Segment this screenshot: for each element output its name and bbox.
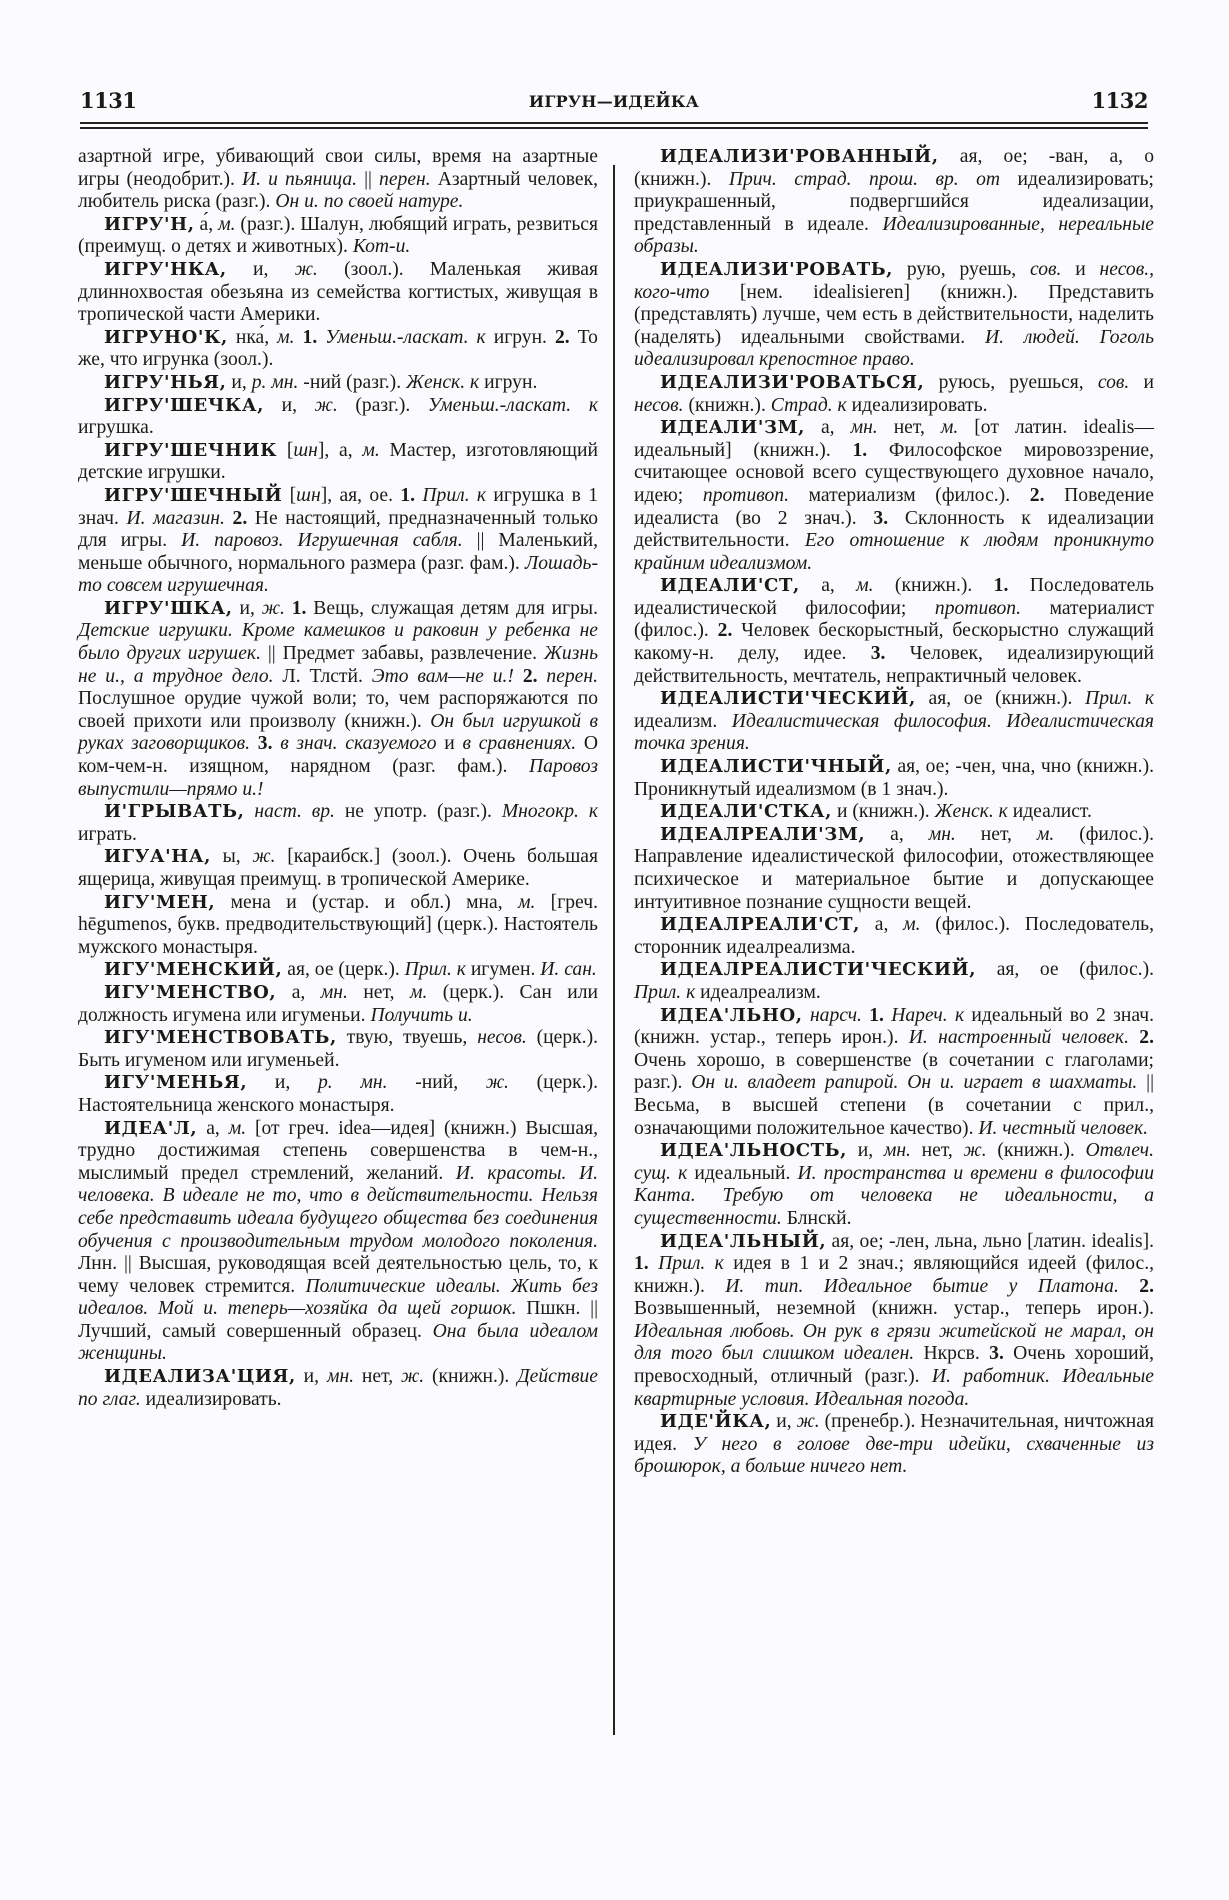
headword: И'ГРЫВАТЬ, (104, 801, 245, 823)
left-page-number: 1131 (80, 88, 137, 113)
headword: ИГРУ'ШЕЧНЫЙ (104, 484, 283, 506)
italic-text: несов. (634, 394, 684, 416)
dictionary-entry (78, 1366, 598, 1411)
definition-text: игрун. (485, 326, 555, 348)
definition-text: || Маленький, меньше обычного, нормального размера (разг. фам.). (78, 530, 598, 574)
definition-text: ая, ое; -лен, льна, льно [латин. idealis]. (826, 1230, 1154, 1252)
dictionary-entry (78, 372, 598, 395)
headword: ИДЕА'ЛЬНО, (660, 1004, 803, 1026)
italic-text: шн (296, 484, 321, 506)
italic-text: И. пространства и времени в философии Канта. Требую от человека не идеальности, а существенности. (634, 1162, 1155, 1229)
dictionary-entry (78, 485, 598, 598)
definition-text: нет, (910, 1140, 964, 1162)
definition-text: и (1129, 371, 1155, 393)
definition-text (295, 327, 303, 348)
italic-text: Она была идеалом женщины. (78, 1320, 598, 1365)
dictionary-entry (634, 688, 1154, 756)
italic-text: м. (856, 575, 874, 597)
definition-text: играть. (78, 823, 137, 845)
headword: ИГУ'МЕНСТВО, (104, 981, 277, 1003)
definition-text: Послушное орудие чужой воли; то, чем распоряжаются по своей прихоти или произволу (книжн.). (78, 688, 598, 732)
italic-text: Идеалистическая философия. Идеалистическая точка зрения. (634, 710, 1154, 755)
italic-text: нарсч. (809, 1004, 862, 1026)
definition-text: идеализировать; приукрашенный, подвергшийся идеализации, представленный в идеале. (634, 168, 1154, 235)
definition-text: и, (771, 1411, 797, 1433)
italic-text: м. (362, 439, 380, 461)
italic-text: м. (277, 326, 295, 348)
dictionary-entry (78, 214, 598, 259)
definition-text: Человек, идеализирующий действительность, мечтатель, непрактичный человек. (634, 643, 1154, 687)
headword: ИДЕАЛИЗИ'РОВАННЫЙ, (660, 146, 939, 167)
italic-text: Прил. к (422, 484, 487, 506)
italic-text: мн. (883, 1140, 911, 1162)
headword: ИГРУ'ШЕЧНИК (104, 439, 278, 461)
definition-text: идеалист. (1007, 801, 1092, 823)
definition-text: [караибск.] (зоол.). Очень большая ящерица, живущая преимущ. в тропической Америке. (78, 846, 598, 890)
italic-text: Политические идеалы. Жить без идеалов. Мой и. теперь—хозяйка да щей горшок. (78, 1275, 598, 1320)
italic-text: р. мн. (251, 371, 299, 393)
header-rule (80, 122, 1148, 124)
sense-number: 1. (634, 1253, 649, 1275)
definition-text: ], ая, ое. (320, 484, 401, 506)
dictionary-entry (78, 259, 598, 327)
definition-text (803, 1005, 810, 1026)
italic-text: И. сан. (540, 959, 597, 981)
definition-text: идеальный. (687, 1162, 798, 1184)
definition-text: и, (847, 1140, 884, 1162)
headword: ИГРУ'ШЕЧКА, (104, 394, 264, 416)
definition-text: нет, (877, 417, 941, 439)
headword: ИДЕ'ЙКА, (660, 1411, 772, 1433)
italic-text: И. настроенный человек. (908, 1027, 1129, 1049)
dictionary-entry (78, 892, 598, 960)
italic-text: Получить и. (370, 1004, 473, 1026)
dictionary-entry (634, 914, 1154, 959)
definition-text: Склонность к идеализации действительности. (634, 507, 1154, 552)
definition-text: (разг.). (337, 394, 428, 416)
headword: ИДЕА'ЛЬНЫЙ, (660, 1230, 827, 1252)
definition-text: [греч. hēgumenos, букв. предводительствующий] (церк.). Настоятель мужского монастыря. (78, 891, 598, 958)
italic-text: мн. (928, 823, 956, 845)
italic-text: несов. (477, 1027, 527, 1049)
italic-text: м. (409, 981, 428, 1003)
definition-text: идеализировать. (140, 1388, 282, 1410)
sense-number: 2. (1029, 484, 1045, 506)
definition-text: Л. Тлстй. (273, 665, 372, 687)
italic-text: Прил. к (658, 1253, 724, 1275)
headword: ИДЕАЛИ'ЗМ, (660, 417, 805, 439)
definition-text: (филос.). Последователь, сторонник идеалреализма. (634, 914, 1154, 958)
headword: ИДЕАЛИЗИ'РОВАТЬСЯ, (660, 371, 925, 393)
italic-text: ж. (963, 1140, 987, 1162)
italic-text: Прил. к (1085, 688, 1155, 710)
definition-text: (книжн.). (683, 394, 771, 416)
dictionary-entry (634, 372, 1154, 417)
definition-text (514, 666, 523, 687)
italic-text: Его отношение к людям проникнуто крайним идеализмом. (634, 530, 1155, 574)
italic-text: Прил. к (634, 981, 696, 1003)
dictionary-entry (634, 1005, 1154, 1141)
italic-text: Женск. к (934, 801, 1008, 823)
italic-text: в знач. сказуемого (280, 733, 437, 755)
italic-text: ж. (261, 597, 285, 619)
definition-text: -ний, (387, 1072, 486, 1094)
definition-text: нет, (354, 1366, 401, 1388)
headword: ИГРУНО'К, (104, 326, 228, 348)
italic-text: наст. вр. (254, 801, 335, 823)
header-rule (80, 127, 1148, 129)
dictionary-entry (634, 259, 1154, 372)
dictionary-entry (78, 1072, 598, 1117)
definition-text: игрушка. (78, 417, 154, 439)
right-page-number: 1132 (1091, 88, 1148, 113)
italic-text: Лошадь-то совсем игрушечная. (78, 552, 598, 597)
definition-text: [от латин. idealis—идеальный] (книжн.). (634, 417, 1154, 461)
headword: ИГУА'НА, (104, 846, 211, 868)
definition-text: || Предмет забавы, развлечение. (260, 643, 544, 665)
headword: ИГУ'МЕН, (104, 891, 216, 913)
italic-text: Страд. к (770, 394, 847, 416)
italic-text: Прич. страд. прош. вр. от (728, 168, 1001, 190)
italic-text: м. (903, 914, 921, 936)
definition-text: || Весьма, в высшей степени (в сочетании с прил., означающими положительное качество). (634, 1072, 1155, 1139)
definition-text: игумен. (465, 959, 541, 981)
definition-text: О ком-чем-н. изящном, нарядном (разг. фам.). (78, 733, 599, 778)
definition-text (250, 733, 258, 754)
italic-text: Идеализированные, нереальные образы. (634, 213, 1154, 258)
definition-text: мена и (устар. и обл.) мна, (215, 891, 518, 913)
italic-text: Он и. по своей натуре. (275, 191, 464, 213)
italic-text: Это вам—не и.! (371, 665, 514, 687)
italic-text: Паровоз выпустили—прямо и.! (78, 756, 598, 800)
definition-text: (книжн.). (873, 575, 994, 597)
definition-text: а, (865, 823, 929, 845)
dictionary-entry (78, 1118, 598, 1367)
definition-text: твую, твуешь, (336, 1027, 478, 1049)
definition-text: Очень хороший, превосходный, отличный (разг.). (634, 1343, 1154, 1388)
dictionary-entry (78, 801, 598, 846)
italic-text: несов., кого-что (634, 258, 1154, 303)
italic-text: И. людей. Гоголь идеализировал крепостное право. (634, 326, 1154, 371)
italic-text: м. (940, 417, 959, 439)
definition-text: (церк.). Настоятельница женского монастыря. (78, 1072, 599, 1116)
italic-text: Идеальная любовь. Он рук в грязи житейской не марал, он для того был слишком идеален. (634, 1320, 1154, 1365)
definition-text: рую, руешь, (893, 258, 1031, 280)
italic-text: Многокр. к (501, 801, 598, 823)
sense-number: 3. (257, 733, 273, 755)
definition-text: а, (860, 914, 904, 936)
italic-text: ж. (294, 258, 318, 280)
headword: ИДЕАЛИЗИ'РОВАТЬ, (660, 258, 894, 280)
headword: ИГРУ'НКА, (104, 258, 227, 280)
definition-text: Лнн. || Высшая, руководящая всей деятельностью цель, то, к чему человек стремится. (78, 1253, 598, 1297)
sense-number: 3. (989, 1343, 1004, 1365)
definition-text: [ (277, 439, 294, 461)
italic-text: ж. (400, 1366, 425, 1388)
italic-text: И. тип. Идеальное бытие у Платона. (725, 1275, 1119, 1297)
italic-text: Действие по глаг. (78, 1366, 598, 1410)
definition-text: ], а, (317, 439, 363, 461)
definition-text: ы, (210, 846, 253, 868)
definition-text: Последователь идеалистической философии; (634, 575, 1154, 619)
headword: ИДЕАЛИЗА'ЦИЯ, (104, 1366, 296, 1388)
definition-text: и (книжн.). (832, 801, 935, 823)
dictionary-entry (78, 598, 598, 801)
definition-text: идея в 1 и 2 знач.; являющийся идеей (филос., книжн.). (634, 1253, 1155, 1297)
definition-text: (филос.). Направление идеалистической философии, отожествляющее психическое и материальное бытие и допускающее интуитивное познание сущности вещей. (634, 823, 1155, 913)
definition-text: (пренебр.). Незначительная, ничтожная идея. (634, 1411, 1154, 1455)
definition-text: ая, ое; -чен, чна, чно (книжн.). Проникнутый идеализмом (в 1 знач.). (634, 756, 1154, 800)
definition-text: (разг.). Шалун, любящий играть, резвиться (преимущ. о детях и животных). (78, 213, 598, 258)
definition-text (285, 598, 292, 619)
definition-text (649, 1253, 658, 1274)
italic-text: Он и. владеет рапирой. Он и. играет в шахматы. (691, 1072, 1138, 1094)
italic-text: р. мн. (318, 1072, 388, 1094)
definition-text: Азартный человек, любитель риска (разг.). (78, 168, 598, 213)
italic-text: Прил. к (404, 959, 466, 981)
italic-text: Детские игрушки. Кроме камешков и раковин у ребенка не было других игрушек. (78, 620, 598, 665)
dictionary-entry (634, 146, 1154, 259)
headword: ИГРУ'ШКА, (104, 597, 233, 619)
italic-text: Уменьш.-ласкат. к (427, 394, 598, 416)
italic-text: в сравнениях. (462, 733, 577, 755)
italic-text: И. паровоз. Игрушечная сабля. (181, 530, 463, 552)
definition-text: не употр. (разг.). (334, 801, 502, 823)
definition-text: нет, (955, 823, 1037, 845)
dictionary-entry (634, 575, 1154, 688)
italic-text: мн. (320, 981, 348, 1003)
italic-text: противоп. (702, 484, 789, 506)
headword: ИДЕАЛИСТИ'ЧЕСКИЙ, (660, 688, 916, 710)
italic-text: ж. (485, 1072, 509, 1094)
definition-text: идеализм. (634, 710, 732, 732)
definition-text: игрушка в 1 знач. (78, 484, 599, 529)
definition-text: материализм (филос.). (788, 484, 1030, 506)
italic-text: перен. (379, 168, 431, 190)
definition-text: и, (226, 258, 295, 280)
definition-text: Блнскй. (781, 1207, 852, 1229)
definition-text: руюсь, руешься, (924, 371, 1098, 393)
definition-text: ая, ое (филос.). (976, 959, 1154, 981)
definition-text: Вещь, служащая детям для игры. (306, 597, 598, 619)
italic-text: Жизнь не и., а трудное дело. (78, 643, 598, 687)
definition-text: ая, ое (церк.). (282, 959, 405, 981)
definition-text: Не настоящий, предназначенный только для игры. (78, 507, 599, 552)
definition-text: (церк.). Сан или должность игумена или игуменьи. (78, 981, 598, 1026)
sense-number: 2. (232, 507, 248, 529)
sense-number: 2. (522, 665, 538, 687)
dictionary-entry (634, 1411, 1154, 1479)
italic-text: сов. (1097, 371, 1130, 393)
headword: ИДЕАЛИ'СТКА, (660, 801, 833, 823)
sense-number: 1. (852, 439, 868, 461)
column-divider (613, 165, 615, 1735)
definition-text: идеалреализм. (695, 981, 821, 1003)
definition-text: а, (197, 1117, 229, 1139)
dictionary-entry (78, 146, 598, 214)
sense-number: 1. (400, 484, 416, 506)
definition-text: и, (263, 394, 315, 416)
italic-text: Женск. к (406, 371, 480, 393)
definition-text: Возвышенный, неземной (книжн. устар., теперь ирон.). (634, 1298, 1154, 1320)
definition-text: Поведение идеалиста (во 2 знач.). (634, 484, 1154, 529)
dictionary-entry (78, 1027, 598, 1072)
dictionary-entry (78, 982, 598, 1027)
definition-text: -ний (разг.). (298, 371, 406, 393)
sense-number: 2. (554, 326, 570, 348)
definition-text: (церк.). Быть игуменом или игуменьей. (78, 1027, 598, 1071)
definition-text: материалист (филос.). (634, 597, 1154, 642)
italic-text: Нареч. к (891, 1004, 965, 1026)
definition-text (245, 801, 255, 822)
definition-text: азартной игре, убивающий свои силы, время на азартные игры (неодобрит.). (78, 146, 598, 190)
definition-text: и, (232, 597, 262, 619)
definition-text: и, (295, 1366, 327, 1388)
headword: ИДЕАЛРЕАЛИ'СТ, (660, 914, 861, 936)
dictionary-entry (78, 959, 598, 982)
italic-text: противоп. (934, 597, 1021, 619)
headword: ИГУ'МЕНЬЯ, (104, 1072, 248, 1094)
italic-text: м. (517, 891, 536, 913)
dictionary-entry (634, 756, 1154, 801)
italic-text: И. работник. Идеальные квартирные условия. Идеальная погода. (634, 1366, 1155, 1410)
italic-text: ж. (796, 1411, 820, 1433)
dictionary-entry (78, 327, 598, 372)
definition-text (1119, 1276, 1139, 1297)
italic-text: м. (1036, 823, 1055, 845)
dictionary-entry (78, 846, 598, 891)
definition-text: а, (276, 981, 321, 1003)
italic-text: ж. (314, 394, 338, 416)
italic-text: И. честный человек. (978, 1117, 1149, 1139)
italic-text: И. и пьяница. (242, 168, 358, 190)
italic-text: м. (228, 1117, 247, 1139)
definition-text: и, (247, 1072, 318, 1094)
definition-text: и, (226, 371, 252, 393)
definition-text: Пшкн. || Лучший, самый совершенный образец. (78, 1298, 598, 1342)
dictionary-entry (634, 824, 1154, 914)
sense-number: 1. (302, 326, 318, 348)
sense-number: 1. (993, 575, 1009, 597)
italic-text: шн (293, 439, 318, 461)
running-head: ИГРУН—ИДЕЙКА (528, 92, 700, 111)
sense-number: 3. (870, 643, 886, 665)
definition-text: ая, ое; -ван, а, о (книжн.). (634, 146, 1154, 190)
sense-number: 1. (869, 1004, 884, 1026)
dictionary-entry (634, 801, 1154, 824)
italic-text: И. красоты. И. человека. В идеале не то, что в действительности. Нельзя себе представить идеала будущего общества без соединения обучения с производительным трудом молодого поколения. (78, 1162, 598, 1252)
definition-text (1129, 1027, 1139, 1048)
italic-text: И. магазин. (126, 507, 225, 529)
definition-text (225, 508, 233, 529)
left-column (78, 146, 598, 1411)
italic-text: Кот-и. (352, 236, 411, 258)
headword: ИДЕАЛИ'СТ, (660, 575, 800, 597)
right-column (634, 146, 1154, 1479)
headword: ИДЕАЛРЕАЛИ'ЗМ, (660, 823, 866, 845)
italic-text: сов. (1030, 258, 1062, 280)
definition-text: || (357, 168, 380, 190)
dictionary-entry (634, 1140, 1154, 1230)
italic-text: мн. (326, 1366, 355, 1388)
headword: ИДЕА'Л, (104, 1117, 198, 1139)
definition-text: а, (805, 417, 851, 439)
italic-text: У него в голове две-три идейки, схваченные из брошюрок, а больше ничего нет. (634, 1433, 1154, 1478)
definition-text: (книжн.). (424, 1366, 518, 1388)
dictionary-entry (78, 440, 598, 485)
sense-number: 2. (1139, 1027, 1154, 1049)
italic-text: Отвлеч. сущ. к (634, 1140, 1154, 1184)
definition-text: а́, (194, 213, 219, 235)
definition-text: [от греч. idea—идея] (книжн.) Высшая, трудно достижимая степень совершенства в чем-н., мыслимый предел стремлений, желаний. (78, 1117, 598, 1184)
definition-text: Очень хорошо, в совершенстве (в сочетании с глаголами; разг.). (634, 1049, 1154, 1094)
definition-text: и (436, 733, 463, 755)
sense-number: 2. (717, 620, 733, 642)
dictionary-entry (634, 417, 1154, 575)
italic-text: ж. (252, 846, 276, 868)
dictionary-entry (634, 959, 1154, 1004)
definition-text: Мастер, изготовляющий детские игрушки. (78, 439, 598, 484)
sense-number: 3. (873, 507, 889, 529)
headword: ИГРУ'Н, (104, 213, 195, 235)
headword: ИДЕАЛИСТИ'ЧНЫЙ, (660, 756, 892, 778)
headword: ИГРУ'НЬЯ, (104, 371, 227, 393)
italic-text: мн. (850, 417, 878, 439)
sense-number: 1. (291, 597, 307, 619)
definition-text: [ (282, 484, 297, 506)
definition-text: а, (799, 575, 857, 597)
definition-text: [нем. idealisieren] (книжн.). Представить (представлять) лучше, чем есть в действительности, наделить (наделять) идеальными свойствами. (634, 281, 1154, 348)
definition-text: нет, (347, 981, 410, 1003)
definition-text: Философское мировоззрение, считающее основой всего существующего духовное начало, идею; (634, 439, 1155, 506)
headword: ИГУ'МЕНСКИЙ, (104, 959, 283, 981)
headword: ИГУ'МЕНСТВОВАТЬ, (104, 1027, 337, 1049)
sense-number: 2. (1139, 1275, 1154, 1297)
definition-text: То же, что игрунка (зоол.). (78, 326, 598, 371)
italic-text: м. (218, 213, 236, 235)
italic-text: перен. (546, 665, 598, 687)
definition-text: Нкрсв. (914, 1343, 990, 1365)
italic-text: Уменьш.-ласкат. к (325, 326, 486, 348)
definition-text: идеальный во 2 знач. (книжн. устар., теперь ирон.). (634, 1004, 1154, 1049)
definition-text: нка́, (227, 326, 278, 348)
italic-text: Он был игрушкой в руках заговорщиков. (78, 710, 599, 755)
definition-text: и (1061, 258, 1100, 280)
dictionary-entry (634, 1231, 1154, 1412)
definition-text: идеализировать. (846, 394, 988, 416)
dictionary-entry (78, 395, 598, 440)
headword: ИДЕАЛРЕАЛИСТИ'ЧЕСКИЙ, (660, 959, 977, 981)
headword: ИДЕА'ЛЬНОСТЬ, (660, 1140, 848, 1162)
definition-text: игрун. (479, 371, 538, 393)
definition-text: ая, ое (книжн.). (915, 688, 1086, 710)
definition-text: Человек бескорыстный, бескорыстно служащий какому-н. делу, идее. (634, 620, 1154, 665)
page-header (80, 88, 1148, 118)
definition-text: (зоол.). Маленькая живая длиннохвостая обезьяна из семейства когтистых, живущая в тропической части Америки. (78, 258, 598, 326)
definition-text: (книжн.). (986, 1140, 1086, 1162)
